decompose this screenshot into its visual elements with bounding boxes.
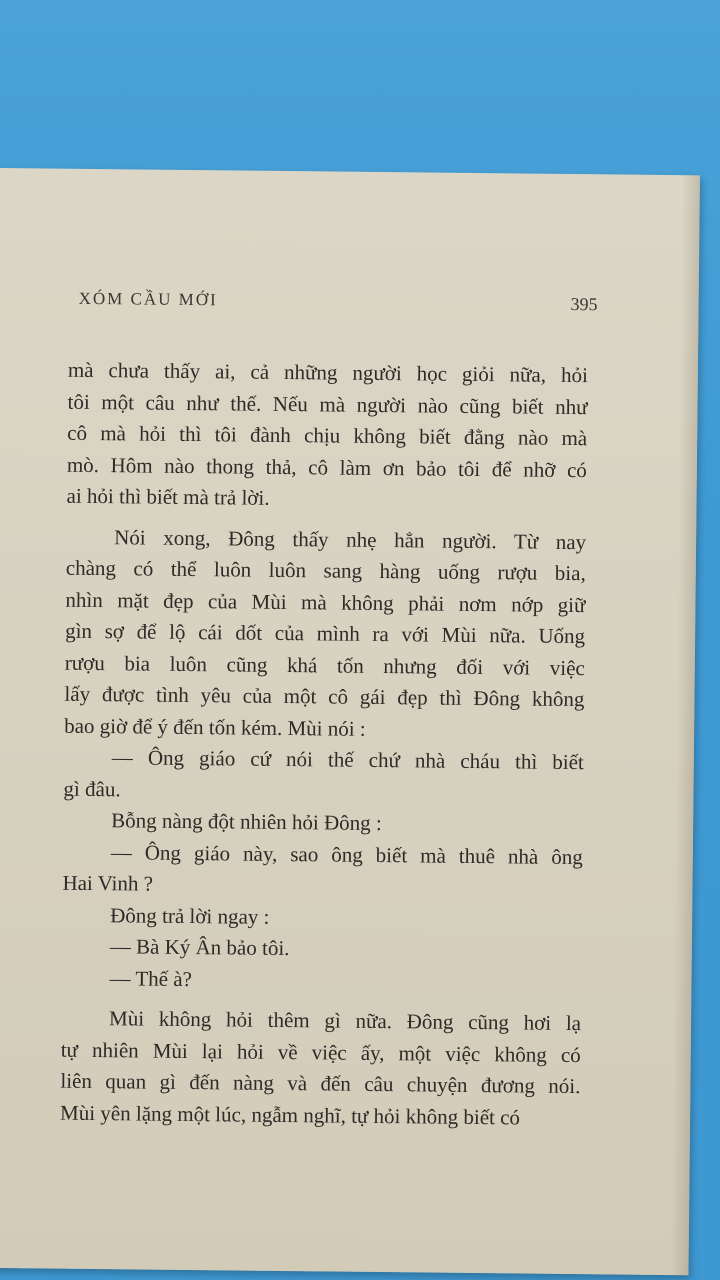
- paragraph: [62, 931, 582, 968]
- text-line: Bỗng nàng đột nhiên hỏi Đông :: [111, 808, 382, 836]
- text-line: — Thế à?: [109, 965, 193, 991]
- text-line: liên quan gì đến nàng và đến câu chuyện đương nói.: [60, 1068, 581, 1099]
- running-head: XÓM CẦU MỚI: [78, 288, 218, 310]
- text-line: cô mà hỏi thì tôi đành chịu không biết đằng nào mà: [67, 420, 588, 451]
- paragraph: [64, 521, 586, 747]
- text-line: bao giờ để ý đến tốn kém. Mùi nói :: [64, 713, 366, 741]
- text-line: mà chưa thấy ai, cả những người học giỏi nữa, hỏi: [67, 357, 588, 388]
- page-number: 395: [570, 293, 598, 315]
- paragraph: [60, 1003, 581, 1134]
- text-line: Mùi không hỏi thêm gì nữa. Đông cũng hơi lạ: [108, 1006, 582, 1036]
- text-line: gì đâu.: [63, 776, 121, 801]
- text-line: lấy được tình yêu của một cô gái đẹp thì Đông không: [64, 681, 585, 712]
- text-line: — Bà Ký Ân bảo tôi.: [109, 934, 290, 961]
- text-line: mò. Hôm nào thong thả, cô làm ơn bảo tôi để nhỡ có: [66, 452, 587, 482]
- text-line: tự nhiên Mùi lại hỏi về việc ấy, một việc không có: [60, 1037, 581, 1067]
- paragraph: [66, 355, 588, 518]
- paragraph: [61, 962, 581, 999]
- text-line: nhìn mặt đẹp của Mùi mà không phải nơm nớp giữ: [65, 587, 586, 617]
- text-line: Nói xong, Đông thấy nhẹ hẳn người. Từ nay: [114, 524, 587, 554]
- text-line: rượu bia luôn cũng khá tốn nhưng đối với việc: [64, 650, 585, 680]
- paragraph: [63, 805, 583, 842]
- text-line: chàng có thể luôn luôn sang hàng uống rượu bia,: [65, 555, 586, 586]
- text-line: gìn sợ để lộ cái dốt của mình ra với Mùi nữa. Uống: [65, 618, 586, 649]
- paragraph: [62, 836, 583, 904]
- book-page: [0, 168, 700, 1275]
- text-line: Hai Vinh ?: [62, 870, 154, 896]
- body-text: [60, 355, 588, 1134]
- text-line: — Ông giáo cứ nói thế chứ nhà cháu thì biết: [111, 745, 584, 775]
- text-line: Đông trả lời ngay :: [110, 902, 270, 929]
- paragraph: [63, 742, 584, 810]
- text-line: ai hỏi thì biết mà trả lời.: [66, 483, 270, 510]
- text-line: — Ông giáo này, sao ông biết mà thuê nhà ông: [110, 839, 583, 869]
- text-line: tôi một câu như thế. Nếu mà người nào cũng biết như: [67, 389, 588, 419]
- text-line: Mùi yên lặng một lúc, ngẫm nghĩ, tự hỏi không biết có: [59, 1100, 521, 1129]
